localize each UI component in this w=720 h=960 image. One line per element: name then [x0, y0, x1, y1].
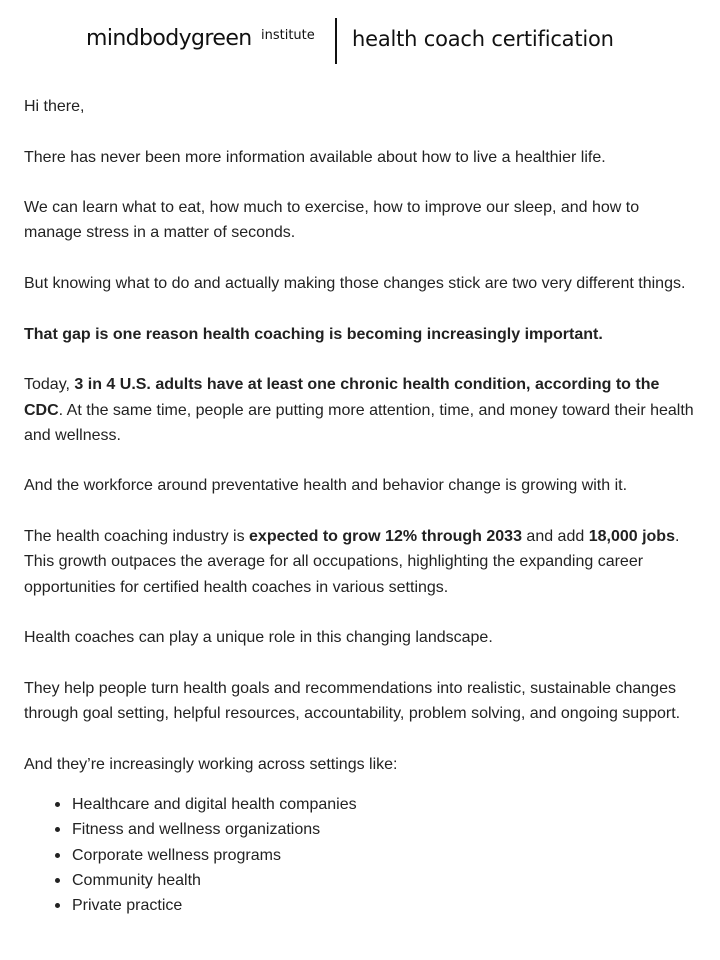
growth-text-middle: and add: [521, 528, 589, 546]
paragraph-industry-growth: [24, 524, 696, 600]
paragraph-unique-role: Health coaches can play a unique role in this changing landscape.: [24, 629, 493, 647]
paragraph-learn: We can learn what to eat, how much to exercise, how to improve our sleep, and how to manage stress in a matter of seconds.: [24, 199, 640, 242]
list-item: Healthcare and digital health companies: [72, 792, 696, 817]
paragraph-workforce: And the workforce around preventative health and behavior change is growing with it.: [24, 477, 628, 495]
email-body: [24, 94, 696, 919]
growth-statistic: expected to grow 12% through 2033: [249, 528, 522, 546]
jobs-statistic: 18,000 jobs: [588, 528, 675, 546]
header-title: health coach certification: [352, 27, 614, 51]
paragraph-knowing: But knowing what to do and actually making those changes stick are two very different things.: [24, 275, 686, 293]
paragraph-help-people: They help people turn health goals and recommendations into realistic, sustainable changes through goal setting, helpful resources, accountability, problem solving, and ongoing support.: [24, 679, 681, 723]
list-item: Private practice: [72, 893, 696, 918]
greeting: Hi there,: [24, 98, 85, 115]
list-item: Fitness and wellness organizations: [72, 817, 696, 842]
paragraph-intro: There has never been more information available about how to live a healthier life.: [24, 148, 606, 166]
list-item: Corporate wellness programs: [72, 843, 696, 868]
today-text-before: Today,: [24, 376, 75, 394]
paragraph-settings-intro: And they’re increasingly working across settings like:: [24, 755, 398, 773]
brand-logo[interactable]: mindbodygreen: [86, 26, 252, 51]
growth-text-after: . This growth outpaces the average for all occupations, highlighting the expanding career opportunities for certified health coaches in various settings.: [24, 528, 680, 596]
paragraph-today: [24, 372, 696, 448]
paragraph-gap: [24, 322, 696, 347]
header-divider: [335, 18, 337, 64]
cdc-statistic: 3 in 4 U.S. adults have at least one chronic health condition, according to the CDC: [24, 376, 660, 419]
gap-emphasis: That gap is one reason health coaching is becoming increasingly important.: [24, 325, 603, 343]
today-text-after: . At the same time, people are putting more attention, time, and money toward their health and wellness.: [24, 401, 694, 444]
email-header: [0, 16, 720, 64]
growth-text-before: The health coaching industry is: [24, 528, 250, 546]
list-item: Community health: [72, 868, 696, 893]
settings-list: [24, 792, 696, 918]
brand-logo-superscript: institute: [261, 28, 315, 43]
